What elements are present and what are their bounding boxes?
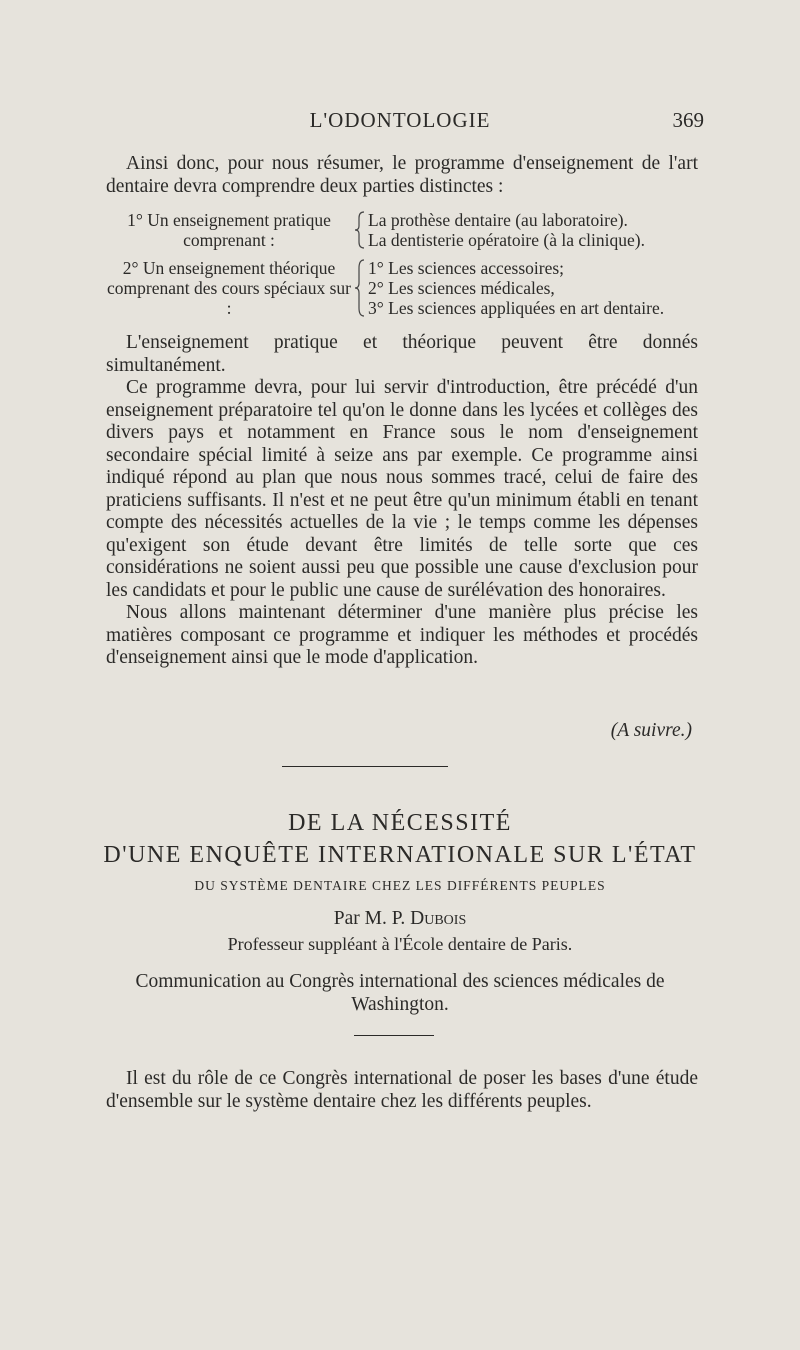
program-first-label: 1° Un enseignement pratique comprenant : <box>127 210 331 250</box>
intro-paragraph <box>106 153 698 198</box>
article-subtitle: DU SYSTÈME DENTAIRE CHEZ LES DIFFÉRENTS PEUPLES <box>194 878 606 893</box>
author-name: Dubois <box>410 908 467 929</box>
byline-prefix: Par M. P. <box>333 908 406 929</box>
intro-text: Ainsi donc, pour nous résumer, le programme d'enseignement de l'art dentaire devra comprendre deux parties distinctes : <box>106 153 698 197</box>
program-first-item: La prothèse dentaire (au laboratoire). <box>368 210 628 230</box>
program-second-part <box>106 258 698 320</box>
a-suivre: (A suivre.) <box>610 720 692 741</box>
program-first-items <box>368 210 700 250</box>
program-second-item: 3° Les sciences appliquées en art dentaire. <box>368 298 665 318</box>
program-second-items <box>368 258 700 318</box>
brace-icon <box>354 258 366 318</box>
page-number: 369 <box>672 108 704 132</box>
byline <box>100 908 700 930</box>
communication-note: Communication au Congrès international des sciences médicales de Washington. <box>135 971 665 1015</box>
article-title-line1: DE LA NÉCESSITÉ <box>288 810 512 836</box>
program-first-item: La dentisterie opératoire (à la clinique). <box>368 230 645 250</box>
short-divider <box>354 1035 434 1036</box>
program-second-label: 2° Un enseignement théorique comprenant des cours spéciaux sur : <box>107 258 351 318</box>
main-text <box>106 332 698 670</box>
paragraph: Ce programme devra, pour lui servir d'introduction, être précédé d'un enseignement préparatoire tel qu'on le donne dans les lycées et collèges des divers pays et notamment en France sous le nom d'enseignement secondaire spécial limité à seize ans par exemple. Ce programme ainsi indiqué répond au plan que nous nous sommes tracé, celui de faire des praticiens suffisants. Il n'est et ne peut être qu'un minimum établi en tenant compte des nécessités actuelles de la vie ; le temps comme les dépenses qu'exigent son étude devant être limités de telle sorte que ces considérations ne soient aussi peu que possible une cause d'exclusion pour les candidats et pour le public une cause de surélévation des honoraires. <box>106 377 698 601</box>
author-affiliation: Professeur suppléant à l'École dentaire de Paris. <box>227 934 573 954</box>
running-head <box>0 108 800 138</box>
program-first-part <box>106 210 698 254</box>
article-title-line2: D'UNE ENQUÊTE INTERNATIONALE SUR L'ÉTAT <box>103 842 697 868</box>
section-divider <box>282 766 448 767</box>
running-title: L'ODONTOLOGIE <box>309 108 491 132</box>
brace-icon <box>354 210 366 250</box>
paragraph: L'enseignement pratique et théorique peuvent être donnés simultanément. <box>106 332 698 376</box>
program-second-item: 1° Les sciences accessoires; <box>368 258 565 278</box>
article-body <box>106 1068 698 1113</box>
program-second-item: 2° Les sciences médicales, <box>368 278 555 298</box>
article-paragraph: Il est du rôle de ce Congrès international de poser les bases d'une étude d'ensemble sur le système dentaire chez les différents peuples. <box>106 1068 698 1112</box>
paragraph: Nous allons maintenant déterminer d'une manière plus précise les matières composant ce programme et indiquer les méthodes et procédés d'enseignement ainsi que le mode d'application. <box>106 602 698 668</box>
